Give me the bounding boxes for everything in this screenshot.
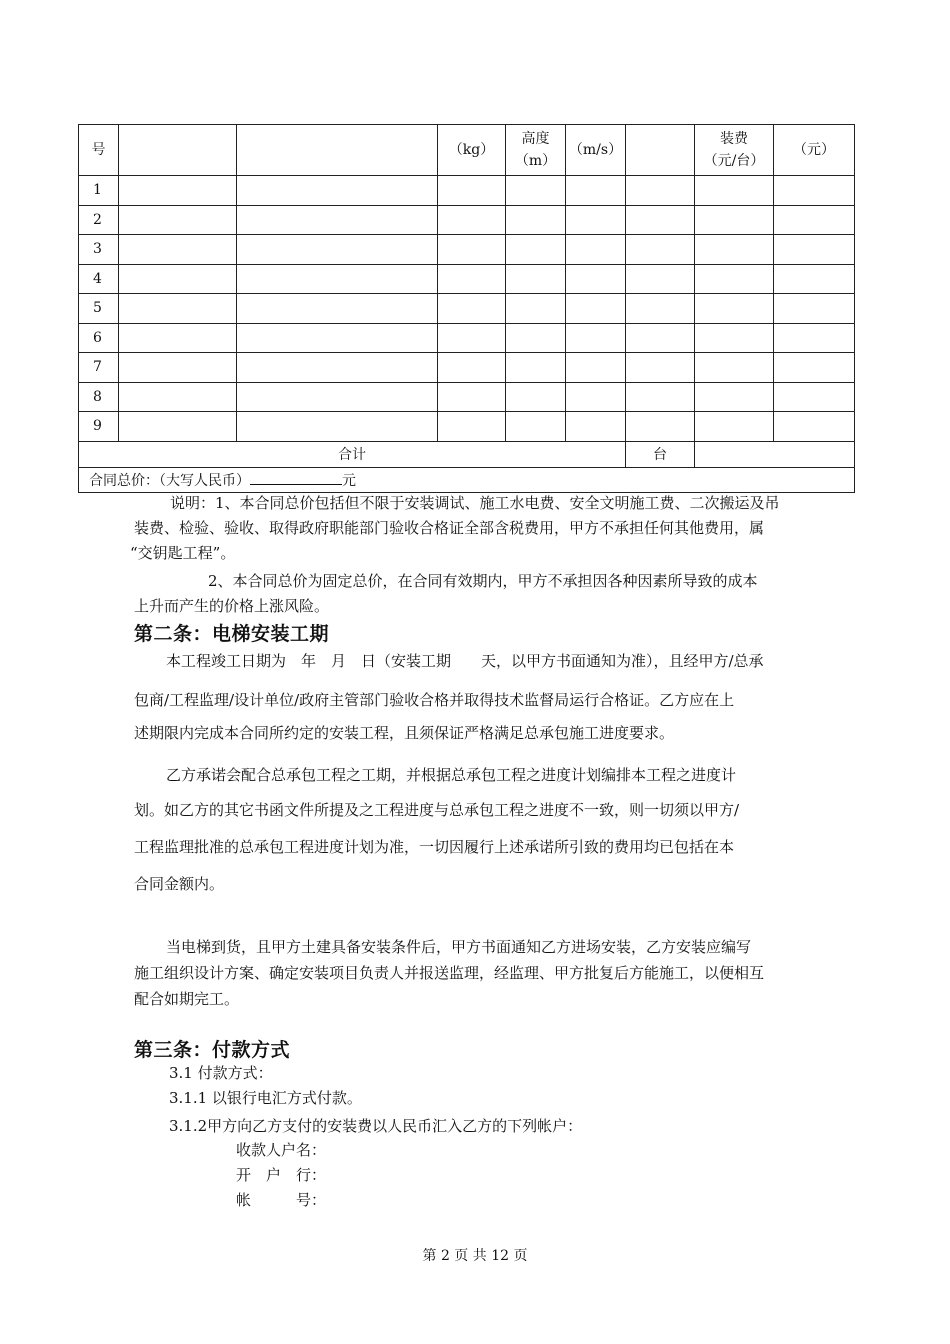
row-number: 4 (79, 264, 119, 294)
table-row (79, 382, 855, 412)
header-cell-speed: （m/s） (566, 125, 626, 176)
section-2-p2-line-2: 划。如乙方的其它书函文件所提及之工程进度与总承包工程之进度不一致，则一切须以甲方/ (134, 801, 740, 819)
item-3-1-2: 3.1.2甲方向乙方支付的安装费以人民币汇入乙方的下列帐户： (169, 1117, 583, 1135)
header-fee-label: 装费 (720, 131, 748, 147)
total-price-blank (250, 470, 342, 485)
total-price-unit: 元 (342, 472, 356, 489)
table-row (79, 353, 855, 383)
note-1-line-1: 说明：1、本合同总价包括但不限于安装调试、施工水电费、安全文明施工费、二次搬运及吊 (170, 494, 780, 512)
row-number: 2 (79, 205, 119, 235)
section-2-p2-line-1: 乙方承诺会配合总承包工程之工期，并根据总承包工程之进度计划编排本工程之进度计 (166, 766, 737, 784)
row-number: 5 (79, 294, 119, 324)
table-row (79, 323, 855, 353)
total-price-row (79, 467, 855, 492)
section-2-p1-line-1: 本工程竣工日期为 年 月 日（安装工期 天，以甲方书面通知为准），且经甲方/总承 (166, 652, 764, 670)
section-2-p2-line-3: 工程监理批准的总承包工程进度计划为准，一切因履行上述承诺所引致的费用均已包括在本 (134, 838, 735, 856)
sum-row (79, 441, 855, 467)
row-number: 3 (79, 235, 119, 265)
elevator-spec-table (78, 124, 855, 493)
note-2-line-1: 2、本合同总价为固定总价，在合同有效期内，甲方不承担因各种因素所导致的成本 (208, 572, 758, 590)
header-fee-unit: （元/台） (703, 153, 765, 169)
account-number-label: 帐 号： (236, 1191, 327, 1209)
page-number-footer: 第 2 页 共 12 页 (422, 1248, 528, 1264)
header-cell-3 (237, 125, 438, 176)
sum-value (695, 441, 855, 467)
section-2-p3-line-2: 施工组织设计方案、确定安装项目负责人并报送监理，经监理、甲方批复后方能施工，以便相互 (134, 964, 765, 982)
note-1-line-3: “交钥匙工程”。 (130, 544, 236, 562)
note-2-line-2: 上升而产生的价格上涨风险。 (134, 597, 330, 615)
table-row (79, 235, 855, 265)
row-number: 9 (79, 412, 119, 442)
header-cell-install-fee (695, 125, 774, 176)
table-row (79, 264, 855, 294)
row-number: 1 (79, 176, 119, 206)
sum-label: 合计 (79, 441, 626, 467)
table-row (79, 176, 855, 206)
header-cell-index: 号 (79, 125, 119, 176)
table-header-row (79, 125, 855, 176)
note-1-line-2: 装费、检验、验收、取得政府职能部门验收合格证全部含税费用，甲方不承担任何其他费用，属 (134, 519, 765, 537)
section-2-p3-line-1: 当电梯到货，且甲方土建具备安装条件后，甲方书面通知乙方进场安装，乙方安装应编写 (166, 938, 752, 956)
section-2-p2-line-4: 合同金额内。 (134, 875, 225, 893)
total-price-label: 合同总价：（大写人民币） (89, 472, 250, 489)
header-height-label: 高度 (521, 131, 550, 147)
item-3-1: 3.1 付款方式： (169, 1064, 273, 1082)
sum-unit: 台 (626, 441, 695, 467)
section-2-p3-line-3: 配合如期完工。 (134, 990, 240, 1008)
table-row (79, 205, 855, 235)
row-number: 8 (79, 382, 119, 412)
item-3-1-1: 3.1.1 以银行电汇方式付款。 (169, 1089, 362, 1107)
section-2-p1-line-2: 包商/工程监理/设计单位/政府主管部门验收合格并取得技术监督局运行合格证。乙方应在上 (134, 691, 735, 709)
payee-name-label: 收款人户名： (236, 1141, 327, 1159)
table-row (79, 294, 855, 324)
table-row (79, 412, 855, 442)
bank-label: 开 户 行： (236, 1166, 327, 1184)
header-cell-height (506, 125, 566, 176)
header-height-unit: （m） (514, 153, 557, 169)
header-cell-load: （kg） (438, 125, 506, 176)
row-number: 7 (79, 353, 119, 383)
header-cell-7 (626, 125, 695, 176)
row-number: 6 (79, 323, 119, 353)
section-2-title: 第二条：电梯安装工期 (134, 623, 330, 645)
header-cell-2 (119, 125, 237, 176)
section-3-title: 第三条：付款方式 (134, 1039, 291, 1061)
section-2-p1-line-3: 述期限内完成本合同所约定的安装工程，且须保证严格满足总承包施工进度要求。 (134, 724, 675, 742)
header-cell-amount: （元） (774, 125, 855, 176)
